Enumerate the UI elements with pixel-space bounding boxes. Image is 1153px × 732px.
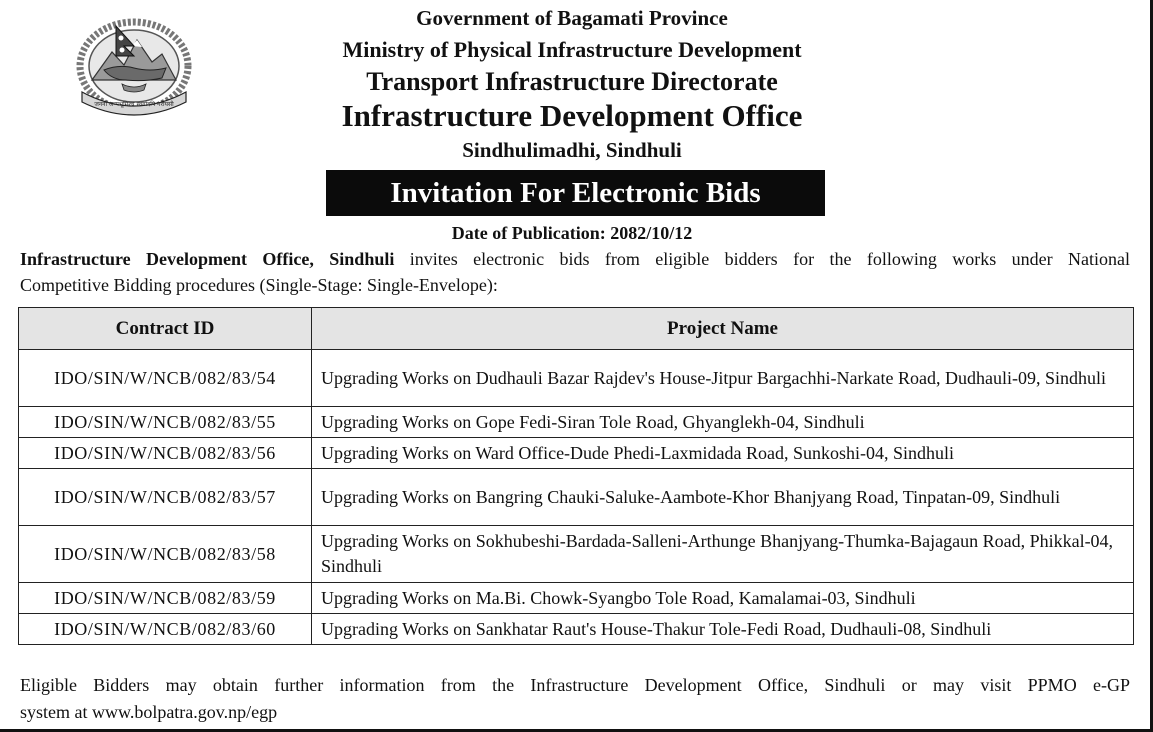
contract-id-cell: IDO/SIN/W/NCB/082/83/58	[19, 526, 312, 583]
table-row	[19, 614, 1134, 645]
intro-office-name: Infrastructure Development Office, Sindhuli	[20, 249, 395, 269]
footer-note	[20, 672, 1130, 726]
table-row	[19, 583, 1134, 614]
intro-line-2: Competitive Bidding procedures (Single-Stage: Single-Envelope):	[20, 275, 498, 295]
project-name-cell: Upgrading Works on Sokhubeshi-Bardada-Salleni-Arthunge Bhanjyang-Thumka-Bajagaun Road, Phikkal-04, Sindhuli	[312, 526, 1134, 583]
column-header-contract-id: Contract ID	[19, 308, 312, 350]
table-header-row	[19, 308, 1134, 350]
column-header-project-name: Project Name	[312, 308, 1134, 350]
table-row	[19, 526, 1134, 583]
contract-id-cell: IDO/SIN/W/NCB/082/83/59	[19, 583, 312, 614]
project-name-cell: Upgrading Works on Ward Office-Dude Phedi-Laxmidada Road, Sunkoshi-04, Sindhuli	[312, 438, 1134, 469]
header-ministry: Ministry of Physical Infrastructure Development	[342, 37, 802, 62]
header-location: Sindhulimadhi, Sindhuli	[462, 138, 682, 162]
bids-table	[18, 307, 1134, 645]
project-name-cell: Upgrading Works on Gope Fedi-Siran Tole Road, Ghyanglekh-04, Sindhuli	[312, 407, 1134, 438]
table-row	[19, 407, 1134, 438]
notice-title-banner: Invitation For Electronic Bids	[326, 170, 825, 216]
intro-line-1-text: invites electronic bids from eligible bidders for the following works under National	[394, 249, 1131, 269]
project-name-cell: Upgrading Works on Bangring Chauki-Saluke-Aambote-Khor Bhanjyang Road, Tinpatan-09, Sindhuli	[312, 469, 1134, 526]
table-row	[19, 469, 1134, 526]
contract-id-cell: IDO/SIN/W/NCB/082/83/57	[19, 469, 312, 526]
contract-id-cell: IDO/SIN/W/NCB/082/83/55	[19, 407, 312, 438]
project-name-cell: Upgrading Works on Ma.Bi. Chowk-Syangbo Tole Road, Kamalamai-03, Sindhuli	[312, 583, 1134, 614]
header-government: Government of Bagamati Province	[416, 6, 728, 30]
contract-id-cell: IDO/SIN/W/NCB/082/83/54	[19, 350, 312, 407]
nepal-coat-of-arms-icon	[74, 10, 194, 116]
intro-paragraph	[20, 246, 1130, 298]
intro-line-1	[20, 246, 1130, 272]
emblem-motto: जननी जन्मभूमिश्च स्वर्गादपि गरीयसी	[94, 101, 174, 108]
publication-date: Date of Publication: 2082/10/12	[451, 223, 693, 243]
footer-line-1: Eligible Bidders may obtain further information from the Infrastructure Development Office, Sindhuli or may visit PPMO e-GP	[20, 675, 1130, 695]
table-row	[19, 438, 1134, 469]
footer-line-2: system at www.bolpatra.gov.np/egp	[20, 702, 278, 722]
header-directorate: Transport Infrastructure Directorate	[366, 67, 778, 96]
project-name-cell: Upgrading Works on Sankhatar Raut's House-Thakur Tole-Fedi Road, Dudhauli-08, Sindhuli	[312, 614, 1134, 645]
contract-id-cell: IDO/SIN/W/NCB/082/83/56	[19, 438, 312, 469]
contract-id-cell: IDO/SIN/W/NCB/082/83/60	[19, 614, 312, 645]
table-row	[19, 350, 1134, 407]
header-office: Infrastructure Development Office	[341, 98, 803, 133]
project-name-cell: Upgrading Works on Dudhauli Bazar Rajdev's House-Jitpur Bargachhi-Narkate Road, Dudhauli-09, Sindhuli	[312, 350, 1134, 407]
